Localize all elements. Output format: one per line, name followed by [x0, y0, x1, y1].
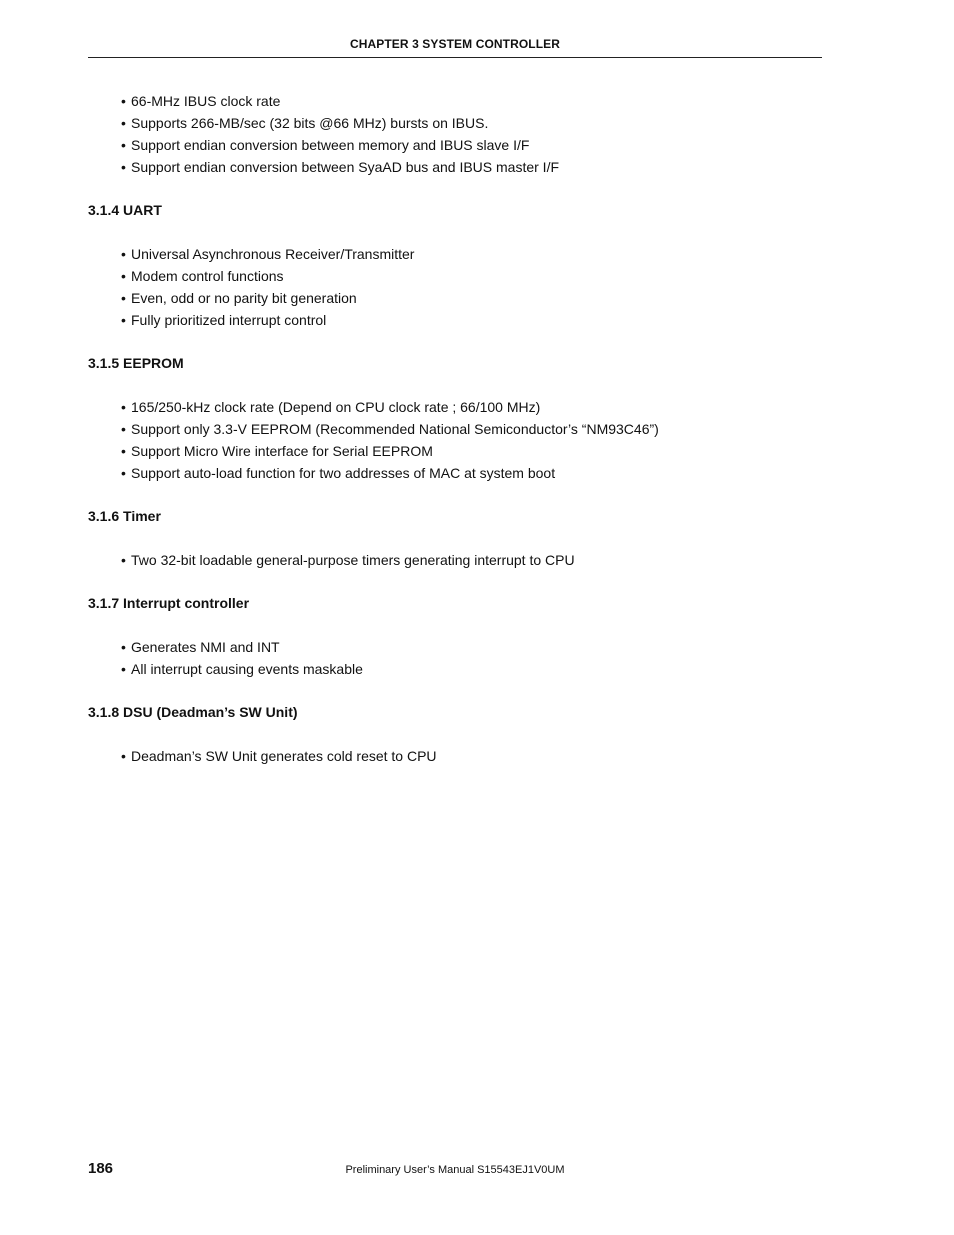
list-item: • Support endian conversion between SyaAD bus and IBUS master I/F [121, 156, 822, 178]
bullet-icon: • [121, 748, 126, 764]
bullet-icon: • [121, 137, 126, 153]
dsu-bullet-list [88, 745, 822, 767]
timer-bullet-list [88, 549, 822, 571]
section-heading-timer: 3.1.6 Timer [88, 508, 161, 524]
bullet-icon: • [121, 246, 126, 262]
uart-bullet-list [88, 243, 822, 331]
bullet-icon: • [121, 639, 126, 655]
list-item: • All interrupt causing events maskable [121, 658, 822, 680]
eeprom-bullet-list [88, 396, 822, 484]
page-content [88, 90, 822, 767]
list-item: • Support endian conversion between memory and IBUS slave I/F [121, 134, 822, 156]
list-item: • Support only 3.3-V EEPROM (Recommended National Semiconductor’s “NM93C46”) [121, 418, 822, 440]
bullet-icon: • [121, 443, 126, 459]
header-rule [88, 57, 822, 58]
list-item: • 66-MHz IBUS clock rate [121, 90, 822, 112]
section-heading-eeprom: 3.1.5 EEPROM [88, 355, 184, 371]
section-heading-dsu: 3.1.8 DSU (Deadman’s SW Unit) [88, 704, 298, 720]
list-item: • Fully prioritized interrupt control [121, 309, 822, 331]
bullet-icon: • [121, 312, 126, 328]
section-heading-interrupt-controller: 3.1.7 Interrupt controller [88, 595, 250, 611]
intro-bullet-list [88, 90, 822, 178]
bullet-icon: • [121, 399, 126, 415]
bullet-icon: • [121, 115, 126, 131]
list-item: • 165/250-kHz clock rate (Depend on CPU clock rate ; 66/100 MHz) [121, 396, 822, 418]
section-heading-uart: 3.1.4 UART [88, 202, 162, 218]
bullet-icon: • [121, 159, 126, 175]
bullet-icon: • [121, 661, 126, 677]
list-item: • Modem control functions [121, 265, 822, 287]
list-item: • Supports 266-MB/sec (32 bits @66 MHz) bursts on IBUS. [121, 112, 822, 134]
list-item: • Support Micro Wire interface for Serial EEPROM [121, 440, 822, 462]
interrupt-bullet-list [88, 636, 822, 680]
bullet-icon: • [121, 465, 126, 481]
bullet-icon: • [121, 268, 126, 284]
bullet-icon: • [121, 421, 126, 437]
bullet-icon: • [121, 93, 126, 109]
list-item: • Even, odd or no parity bit generation [121, 287, 822, 309]
list-item: • Generates NMI and INT [121, 636, 822, 658]
page-number: 186 [88, 1160, 114, 1177]
list-item: • Support auto-load function for two addresses of MAC at system boot [121, 462, 822, 484]
bullet-icon: • [121, 552, 126, 568]
list-item: • Deadman’s SW Unit generates cold reset to CPU [121, 745, 822, 767]
list-item: • Two 32-bit loadable general-purpose timers generating interrupt to CPU [121, 549, 822, 571]
footer-manual-id: Preliminary User’s Manual S15543EJ1V0UM [345, 1164, 565, 1176]
list-item: • Universal Asynchronous Receiver/Transmitter [121, 243, 822, 265]
running-header: CHAPTER 3 SYSTEM CONTROLLER [349, 37, 561, 51]
bullet-icon: • [121, 290, 126, 306]
